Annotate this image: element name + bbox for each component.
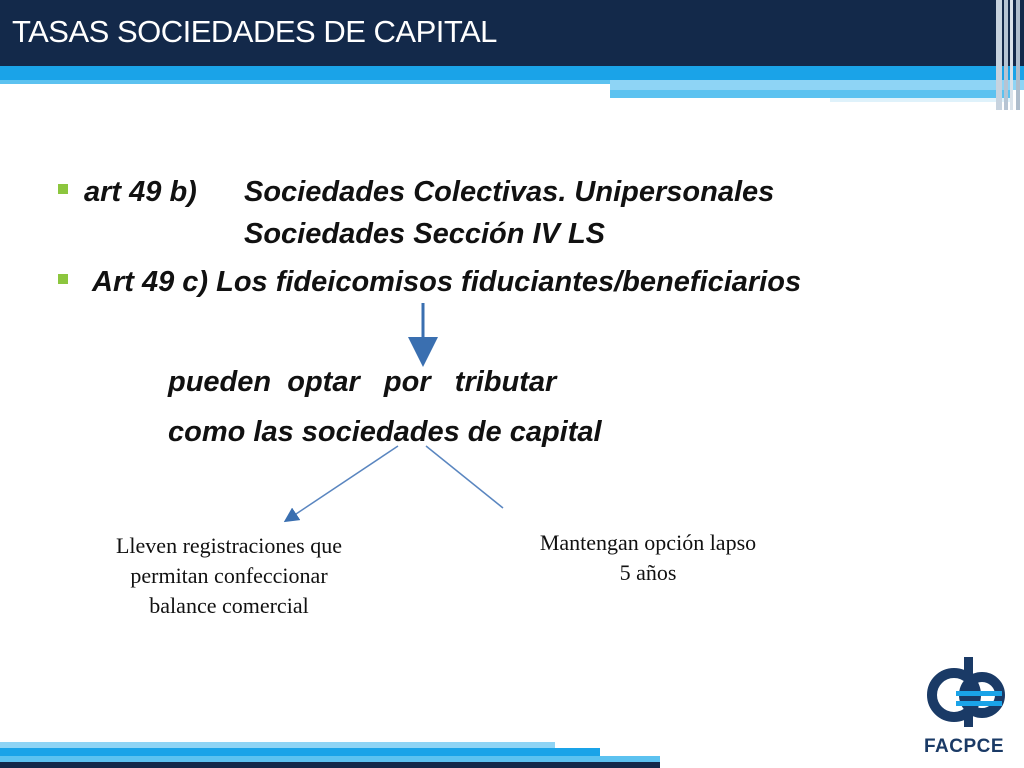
slide-title: TASAS SOCIEDADES DE CAPITAL: [12, 14, 497, 49]
condition-left-line: balance comercial: [149, 593, 309, 618]
condition-left: [84, 531, 374, 621]
condition-right: [498, 528, 798, 588]
condition-right-line: 5 años: [619, 560, 677, 585]
left-branch-arrow: [290, 446, 398, 518]
bullet-art-49-b-line1: Sociedades Colectivas. Unipersonales: [244, 176, 775, 208]
facpce-logo-icon: [920, 655, 1012, 731]
condition-left-line: permitan confeccionar: [130, 563, 328, 588]
bullet-art-49-b-prefix: art 49 b): [84, 176, 197, 208]
condition-right-line: Mantengan opción lapso: [539, 530, 757, 555]
conclusion-line2: como las sociedades de capital: [168, 416, 602, 448]
bullet-art-49-b-line2: Sociedades Sección IV LS: [244, 218, 606, 250]
conclusion-line1: pueden optar por tributar: [168, 366, 557, 398]
bullet-art-49-c: Art 49 c) Los fideicomisos fiduciantes/beneficiarios: [92, 266, 802, 298]
footer-stripes: [0, 736, 1024, 768]
right-branch-line: [426, 446, 503, 508]
logo-label: FACPCE: [924, 736, 1005, 757]
condition-left-line: Lleven registraciones que: [115, 533, 342, 558]
